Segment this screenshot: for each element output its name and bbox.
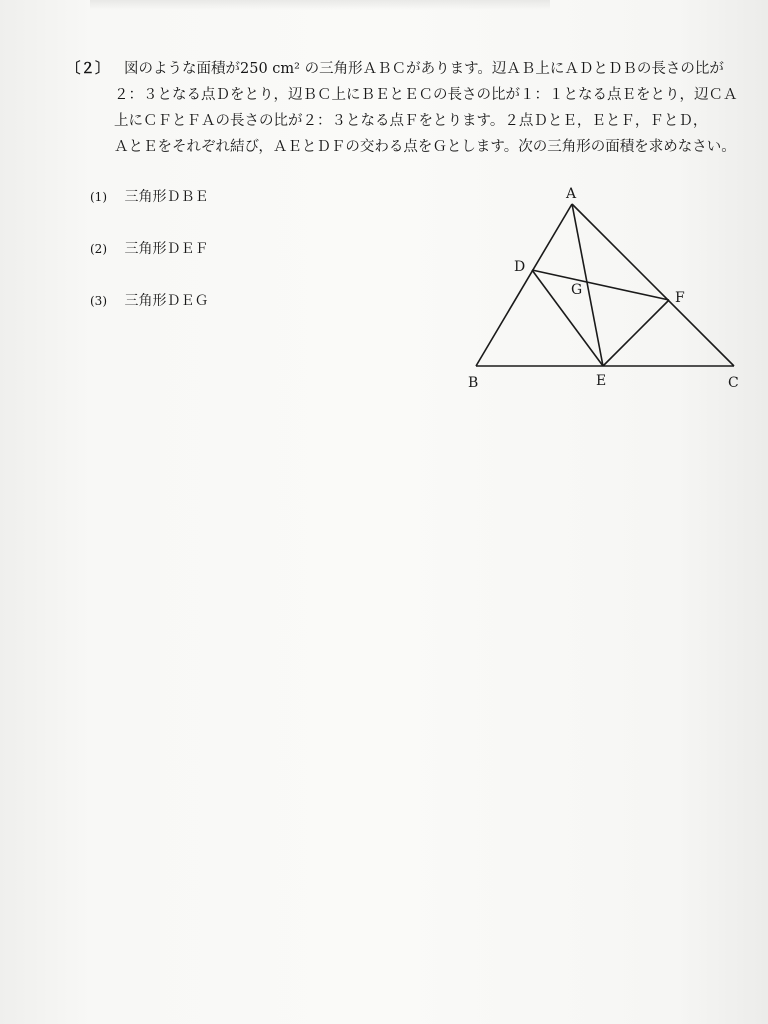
problem-statement	[66, 56, 756, 160]
question-text: 三角形ＤＥＦ	[124, 241, 209, 257]
problem-text-line-1: 図のような面積が250 cm² の三角形ＡＢＣがあります。辺ＡＢ上にＡＤとＤＢの長さの比が	[124, 61, 724, 77]
label-f: F	[675, 290, 685, 306]
label-a: A	[566, 186, 577, 202]
question-text: 三角形ＤＥＧ	[124, 293, 209, 309]
label-g: G	[571, 282, 583, 298]
question-number: (3)	[90, 294, 107, 308]
question-item	[90, 238, 208, 290]
question-number: (1)	[90, 190, 107, 204]
question-number: (2)	[90, 242, 107, 256]
triangle-figure	[462, 178, 752, 400]
problem-line-1	[66, 56, 756, 82]
segment-ef	[603, 300, 669, 366]
segment-de	[532, 270, 603, 366]
side-ab	[476, 204, 572, 366]
side-ca	[572, 204, 734, 366]
problem-text-line-4: ＡとＥをそれぞれ結び，ＡＥとＤＦの交わる点をＧとします。次の三角形の面積を求めなさい。	[114, 139, 736, 155]
problem-text-line-3: 上にＣＦとＦＡの長さの比が２：３となる点Ｆをとります。２点ＤとＥ，ＥとＦ，ＦとＤ，	[114, 113, 708, 129]
label-e: E	[596, 373, 607, 389]
question-item	[90, 186, 208, 238]
problem-number: 〔２〕	[66, 60, 110, 77]
label-b: B	[468, 375, 479, 391]
label-c: C	[728, 375, 739, 391]
question-item	[90, 290, 208, 342]
question-list	[90, 186, 208, 342]
label-d: D	[514, 259, 526, 275]
question-text: 三角形ＤＢＥ	[124, 189, 209, 205]
problem-text-line-2: ２：３となる点Ｄをとり，辺ＢＣ上にＢＥとＥＣの長さの比が１：１となる点Ｅをとり，辺ＣＡ	[114, 87, 738, 103]
segment-df	[532, 270, 669, 300]
scan-smudge	[90, 0, 550, 10]
